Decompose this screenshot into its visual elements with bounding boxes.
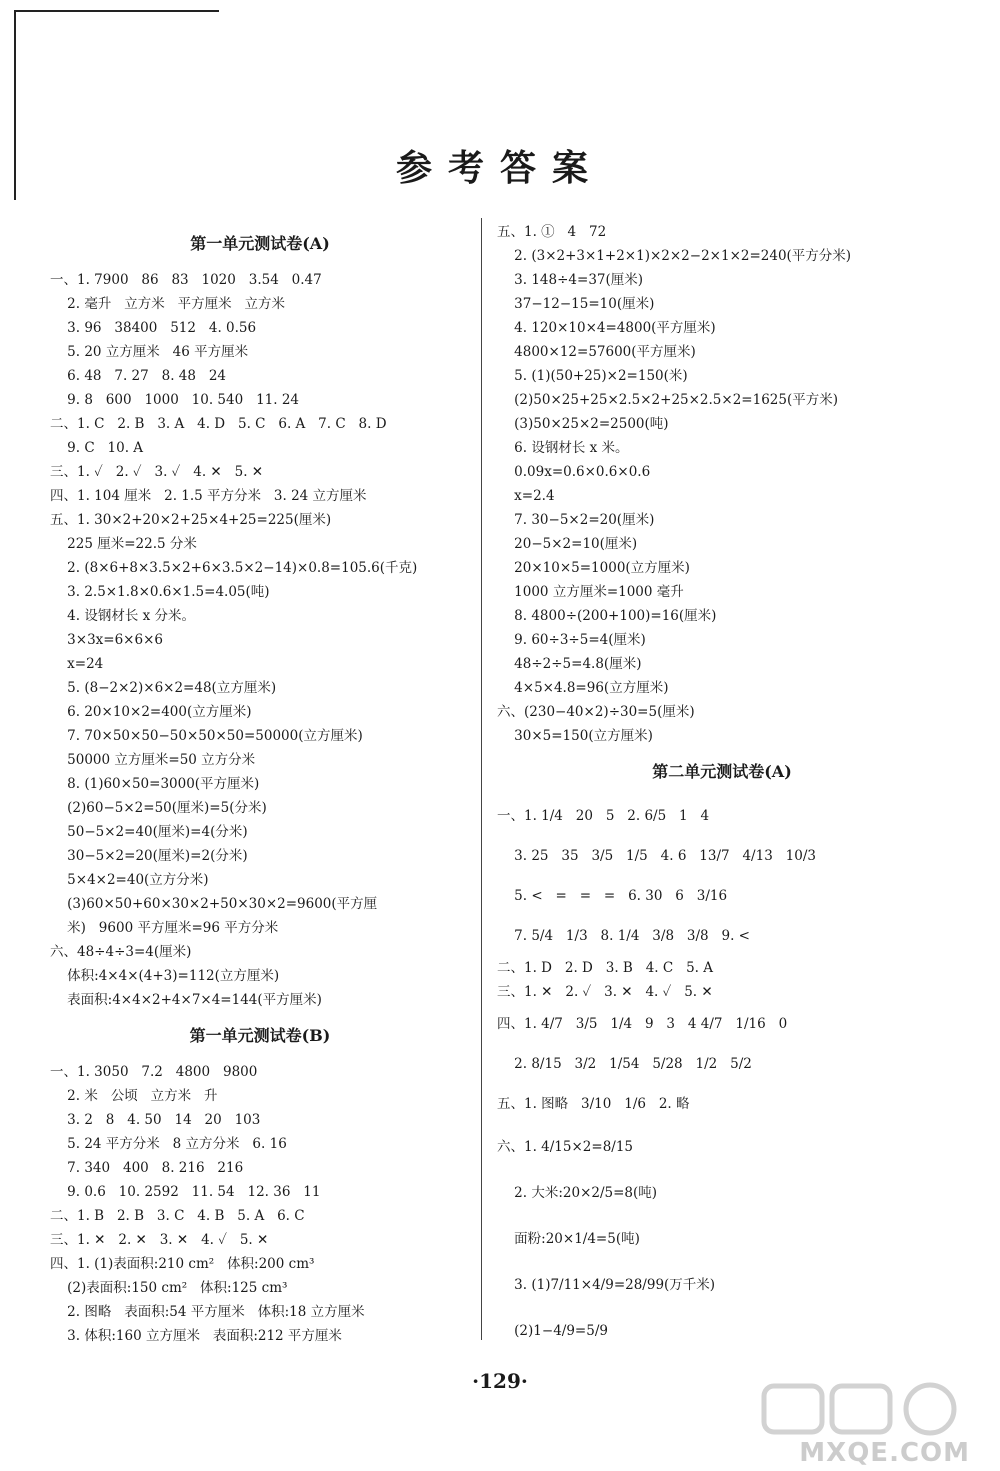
answer-line: 五、1. 30×2+20×2+25×4+25=225(厘米) — [50, 512, 332, 528]
page-number: ·129· — [472, 1369, 528, 1393]
answer-line: 5. (8−2×2)×6×2=48(立方厘米) — [50, 680, 277, 696]
answer-line: 2. (8×6+8×3.5×2+6×3.5×2−14)×0.8=105.6(千克) — [50, 560, 418, 576]
answer-line: 4. 120×10×4=4800(平方厘米) — [497, 320, 716, 336]
answer-line: x=2.4 — [497, 488, 555, 504]
answer-line: 四、1. 4/7 3/5 1/4 9 3 4 4/7 1/16 0 — [497, 1016, 788, 1032]
answer-line: 4800×12=57600(平方厘米) — [497, 344, 696, 360]
answer-line: 六、(230−40×2)÷30=5(厘米) — [497, 704, 695, 720]
answer-line: 3×3x=6×6×6 — [50, 632, 163, 648]
answer-line: 2. 米 公顷 立方米 升 — [50, 1088, 218, 1104]
answer-line: 6. 48 7. 27 8. 48 24 — [50, 368, 227, 384]
answer-line: (2)1−4/9=5/9 — [497, 1323, 608, 1339]
answer-line: (2)50×25+25×2.5×2+25×2.5×2=1625(平方米) — [497, 392, 839, 408]
answer-line: 7. 340 400 8. 216 216 — [50, 1160, 244, 1176]
answer-line: 3. 2 8 4. 50 14 20 103 — [50, 1112, 261, 1128]
answer-line: 50−5×2=40(厘米)=4(分米) — [50, 824, 248, 840]
answer-line: 五、1. 图略 3/10 1/6 2. 略 — [497, 1096, 690, 1112]
answer-line: 三、1. ✕ 2. ✕ 3. ✕ 4. ✓ 5. ✕ — [50, 1232, 269, 1248]
answer-line: 3. 2.5×1.8×0.6×1.5=4.05(吨) — [50, 584, 270, 600]
left-column — [50, 220, 470, 1348]
section-heading: 第一单元测试卷(A) — [190, 234, 330, 253]
answer-line: 9. 0.6 10. 2592 11. 54 12. 36 11 — [50, 1184, 321, 1200]
answer-line: 表面积:4×4×2+4×7×4=144(平方厘米) — [50, 992, 322, 1008]
answer-line: 3. 体积:160 立方厘米 表面积:212 平方厘米 — [50, 1328, 342, 1344]
answer-line: 20×10×5=1000(立方厘米) — [497, 560, 690, 576]
top-rule — [14, 10, 219, 12]
answer-line: 二、1. C 2. B 3. A 4. D 5. C 6. A 7. C 8. D — [50, 416, 387, 432]
answer-line: 9. 8 600 1000 10. 540 11. 24 — [50, 392, 300, 408]
answer-line: 6. 设钢材长 x 米。 — [497, 440, 629, 456]
answer-line: 5. (1)(50+25)×2=150(米) — [497, 368, 688, 384]
answer-line: 米) 9600 平方厘米=96 平方分米 — [50, 920, 279, 936]
answer-line: 7. 70×50×50−50×50×50=50000(立方厘米) — [50, 728, 363, 744]
answer-line: 3. 25 35 3/5 1/5 4. 6 13/7 4/13 10/3 — [497, 848, 816, 864]
answer-line: 20−5×2=10(厘米) — [497, 536, 638, 552]
answer-line: 4. 设钢材长 x 分米。 — [50, 608, 196, 624]
answer-line: 225 厘米=22.5 分米 — [50, 536, 197, 552]
answer-line: 37−12−15=10(厘米) — [497, 296, 655, 312]
answer-line: 5. < = = = 6. 30 6 3/16 — [497, 888, 728, 904]
answer-line: x=24 — [50, 656, 104, 672]
answer-line: 7. 5/4 1/3 8. 1/4 3/8 3/8 9. < — [497, 928, 750, 944]
right-column — [497, 220, 947, 1354]
answer-line: 2. 毫升 立方米 平方厘米 立方米 — [50, 296, 285, 312]
answer-line: 四、1. (1)表面积:210 cm² 体积:200 cm³ — [50, 1256, 315, 1272]
answer-line: 8. 4800÷(200+100)=16(厘米) — [497, 608, 717, 624]
answer-line: 2. 大米:20×2/5=8(吨) — [497, 1185, 658, 1201]
answer-line: 六、48÷4÷3=4(厘米) — [50, 944, 192, 960]
answer-line: 3. 148÷4=37(厘米) — [497, 272, 644, 288]
answer-line: 五、1. ① 4 72 — [497, 224, 607, 240]
watermark-text: MXQE.COM — [799, 1438, 970, 1468]
answer-line: 4×5×4.8=96(立方厘米) — [497, 680, 669, 696]
answer-line: 5. 20 立方厘米 46 平方厘米 — [50, 344, 249, 360]
answer-line: 6. 20×10×2=400(立方厘米) — [50, 704, 252, 720]
answer-line: 8. (1)60×50=3000(平方厘米) — [50, 776, 260, 792]
answer-line: 三、1. ✓ 2. ✓ 3. ✓ 4. ✕ 5. ✕ — [50, 464, 264, 480]
answer-line: (3)50×25×2=2500(吨) — [497, 416, 669, 432]
answer-line: 四、1. 104 厘米 2. 1.5 平方分米 3. 24 立方厘米 — [50, 488, 367, 504]
section-heading: 第一单元测试卷(B) — [189, 1026, 331, 1045]
answer-line: 2. 8/15 3/2 1/54 5/28 1/2 5/2 — [497, 1056, 752, 1072]
answer-line: 3. (1)7/11×4/9=28/99(万千米) — [497, 1277, 716, 1293]
answer-line: 50000 立方厘米=50 立方分米 — [50, 752, 256, 768]
column-divider — [481, 218, 482, 1340]
section-heading: 第二单元测试卷(A) — [652, 762, 792, 781]
answer-line: 48÷2÷5=4.8(厘米) — [497, 656, 642, 672]
answer-line: 体积:4×4×(4+3)=112(立方厘米) — [50, 968, 280, 984]
answer-line: 5. 24 平方分米 8 立方分米 6. 16 — [50, 1136, 287, 1152]
answer-line: 2. (3×2+3×1+2×1)×2×2−2×1×2=240(平方分米) — [497, 248, 852, 264]
answer-line: (2)60−5×2=50(厘米)=5(分米) — [50, 800, 267, 816]
answer-line: 一、1. 7900 86 83 1020 3.54 0.47 — [50, 272, 322, 288]
answer-line: 30−5×2=20(厘米)=2(分米) — [50, 848, 248, 864]
answer-line: 7. 30−5×2=20(厘米) — [497, 512, 655, 528]
answer-line: 5×4×2=40(立方分米) — [50, 872, 209, 888]
answer-line: 30×5=150(立方厘米) — [497, 728, 653, 744]
answer-line: 三、1. ✕ 2. ✓ 3. ✕ 4. ✓ 5. ✕ — [497, 984, 713, 1000]
page-title: 参考答案 — [395, 147, 604, 189]
answer-line: 3. 96 38400 512 4. 0.56 — [50, 320, 257, 336]
answer-line: 六、1. 4/15×2=8/15 — [497, 1139, 634, 1155]
answer-line: (3)60×50+60×30×2+50×30×2=9600(平方厘 — [50, 896, 378, 912]
answer-line: 2. 图略 表面积:54 平方厘米 体积:18 立方厘米 — [50, 1304, 365, 1320]
answer-line: 1000 立方厘米=1000 毫升 — [497, 584, 684, 600]
answer-line: 一、1. 3050 7.2 4800 9800 — [50, 1064, 258, 1080]
answer-line: 二、1. B 2. B 3. C 4. B 5. A 6. C — [50, 1208, 305, 1224]
answer-line: (2)表面积:150 cm² 体积:125 cm³ — [50, 1280, 288, 1296]
answer-line: 9. 60÷3÷5=4(厘米) — [497, 632, 646, 648]
answer-line: 0.09x=0.6×0.6×0.6 — [497, 464, 651, 480]
answer-line: 一、1. 1/4 20 5 2. 6/5 1 4 — [497, 808, 710, 824]
answer-line: 面粉:20×1/4=5(吨) — [497, 1231, 640, 1247]
answer-line: 二、1. D 2. D 3. B 4. C 5. A — [497, 960, 713, 976]
answer-line: 9. C 10. A — [50, 440, 144, 456]
